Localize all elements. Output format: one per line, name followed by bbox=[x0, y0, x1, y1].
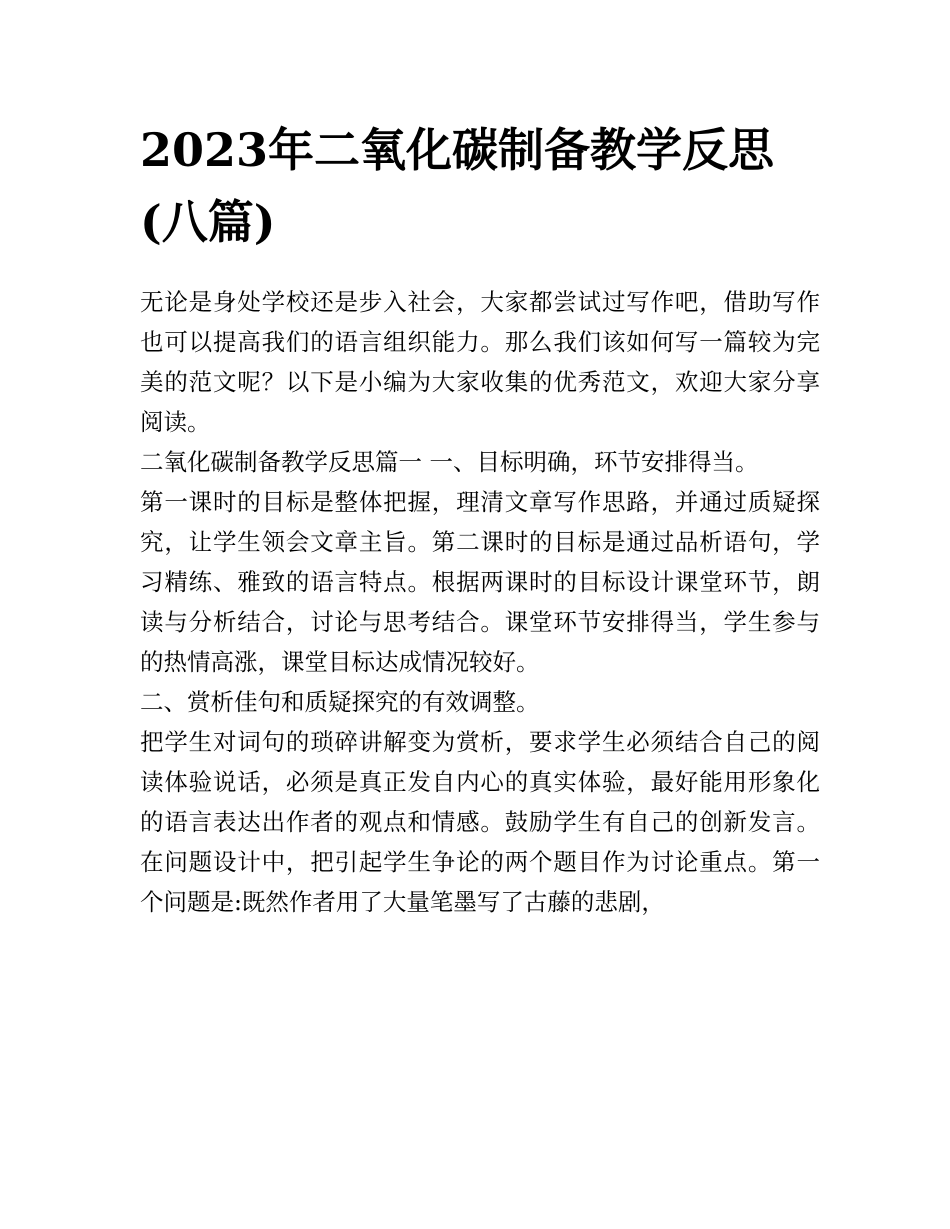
document-title: 2023年二氧化碳制备教学反思(八篇) bbox=[140, 123, 775, 249]
paragraph-section-heading-1: 二氧化碳制备教学反思篇一 一、目标明确，环节安排得当。 bbox=[140, 448, 759, 476]
paragraph-appreciation: 把学生对词句的琐碎讲解变为赏析，要求学生必须结合自己的阅读体验说话，必须是真正发自内心的真实体验，最好能用形象化的语言表达出作者的观点和情感。鼓励学生有自己的创新发言。在问题设计中，把引起学生争论的两个题目作为讨论重点。第一个问题是:既然作者用了大量笔墨写了古藤的悲剧， bbox=[140, 728, 820, 916]
paragraph-intro: 无论是身处学校还是步入社会，大家都尝试过写作吧，借助写作也可以提高我们的语言组织能力。那么我们该如何写一篇较为完美的范文呢？以下是小编为大家收集的优秀范文，欢迎大家分享阅读。 bbox=[140, 288, 820, 436]
document-body bbox=[140, 282, 820, 922]
paragraph-lesson-goals: 第一课时的目标是整体把握，理清文章写作思路，并通过质疑探究，让学生领会文章主旨。第二课时的目标是通过品析语句，学习精练、雅致的语言特点。根据两课时的目标设计课堂环节，朗读与分析结合，讨论与思考结合。课堂环节安排得当，学生参与的热情高涨，课堂目标达成情况较好。 bbox=[140, 488, 820, 676]
paragraph-section-heading-2: 二、赏析佳句和质疑探究的有效调整。 bbox=[140, 688, 540, 716]
